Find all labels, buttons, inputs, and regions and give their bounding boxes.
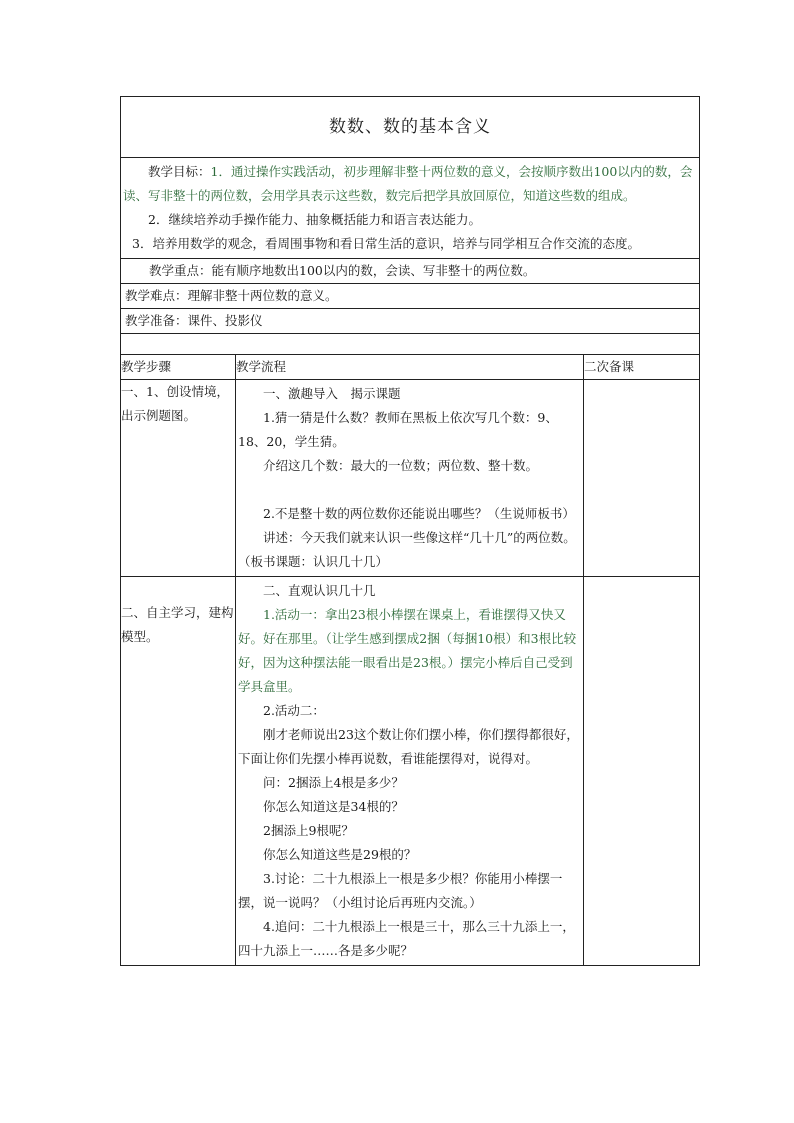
section1-line-4: 2.不是整十数的两位数你还能说出哪些？（生说师板书） <box>263 506 575 521</box>
section1-line-3: 介绍这几个数：最大的一位数；两位数、整十数。 <box>263 458 539 473</box>
follow-up-question: 4.追问：二十九根添上一根是三十，那么三十九添上一，四十九添上一……各是多少呢？ <box>238 919 575 958</box>
question-4: 你怎么知道这些是29根的？ <box>263 847 417 862</box>
goal-item-1 <box>123 160 697 208</box>
lesson-plan-page <box>120 96 699 966</box>
header-flow: 教学流程 <box>236 355 584 380</box>
section1-flow <box>236 380 584 577</box>
activity-2-title: 2.活动二： <box>263 703 325 718</box>
section2-flow <box>236 577 584 966</box>
key-point-text: 教学重点：能有顺序地数出100以内的数，会读、写非整十的两位数。 <box>149 263 536 278</box>
goals-label: 教学目标： <box>148 164 211 179</box>
header-notes: 二次备课 <box>584 355 700 380</box>
preparation-cell <box>121 309 700 334</box>
section1-line-1: 一、激趣导入 揭示课题 <box>263 386 401 401</box>
activity-1: 1.活动一：拿出23根小棒摆在课桌上，看谁摆得又快又好。好在那里。（让学生感到摆成2捆（每捆10根）和3根比较好，因为这种摆法能一眼看出是23根。）摆完小棒后自己受到学具盒里。 <box>238 607 577 694</box>
section1-notes <box>584 380 700 577</box>
discussion: 3.讨论：二十九根添上一根是多少根？你能用小棒摆一摆，说一说吗？（小组讨论后再班内交流。） <box>238 871 563 910</box>
section2-notes <box>584 577 700 966</box>
lesson-plan-table <box>120 96 700 966</box>
question-2: 你怎么知道这是34根的？ <box>263 799 404 814</box>
difficulty-text: 教学难点：理解非整十两位数的意义。 <box>125 288 338 303</box>
page-title: 数数、数的基本含义 <box>121 97 700 158</box>
goal-item-3: 3．培养用数学的观念，看周围事物和看日常生活的意识，培养与同学相互合作交流的态度。 <box>132 236 640 251</box>
teaching-goals-cell <box>121 158 700 259</box>
section1-line-5: 讲述：今天我们就来认识一些像这样“几十几”的两位数。（板书课题：认识几十几） <box>238 530 576 569</box>
goal-item-2: 2．继续培养动手操作能力、抽象概括能力和语言表达能力。 <box>148 212 481 227</box>
section1-step: 一、1、创设情境，出示例题图。 <box>121 380 236 577</box>
section2-step <box>121 577 236 966</box>
activity-2-text: 刚才老师说出23这个数让你们摆小棒，你们摆得都很好，下面让你们先摆小棒再说数，看谁能摆得对，说得对。 <box>238 727 579 766</box>
section2-step-text: 二、自主学习，建构模型。 <box>121 605 234 644</box>
section1-line-2: 1.猜一猜是什么数？教师在黑板上依次写几个数：9、18、20，学生猜。 <box>238 410 558 449</box>
header-steps: 教学步骤 <box>121 355 236 380</box>
goal-text-1: 1．通过操作实践活动，初步理解非整十两位数的意义，会按顺序数出100以内的数，会读、写非整十的两位数，会用学具表示这些数，数完后把学具放回原位，知道这些数的组成。 <box>123 164 693 203</box>
difficulty-cell <box>121 284 700 309</box>
blank-row <box>121 334 700 355</box>
section1-spacer <box>238 478 581 502</box>
key-point-cell <box>121 259 700 284</box>
preparation-text: 教学准备：课件、投影仪 <box>125 313 263 328</box>
question-3: 2捆添上9根呢？ <box>263 823 354 838</box>
question-1: 问：2捆添上4根是多少？ <box>263 775 404 790</box>
section2-heading: 二、直观认识几十几 <box>263 583 376 598</box>
